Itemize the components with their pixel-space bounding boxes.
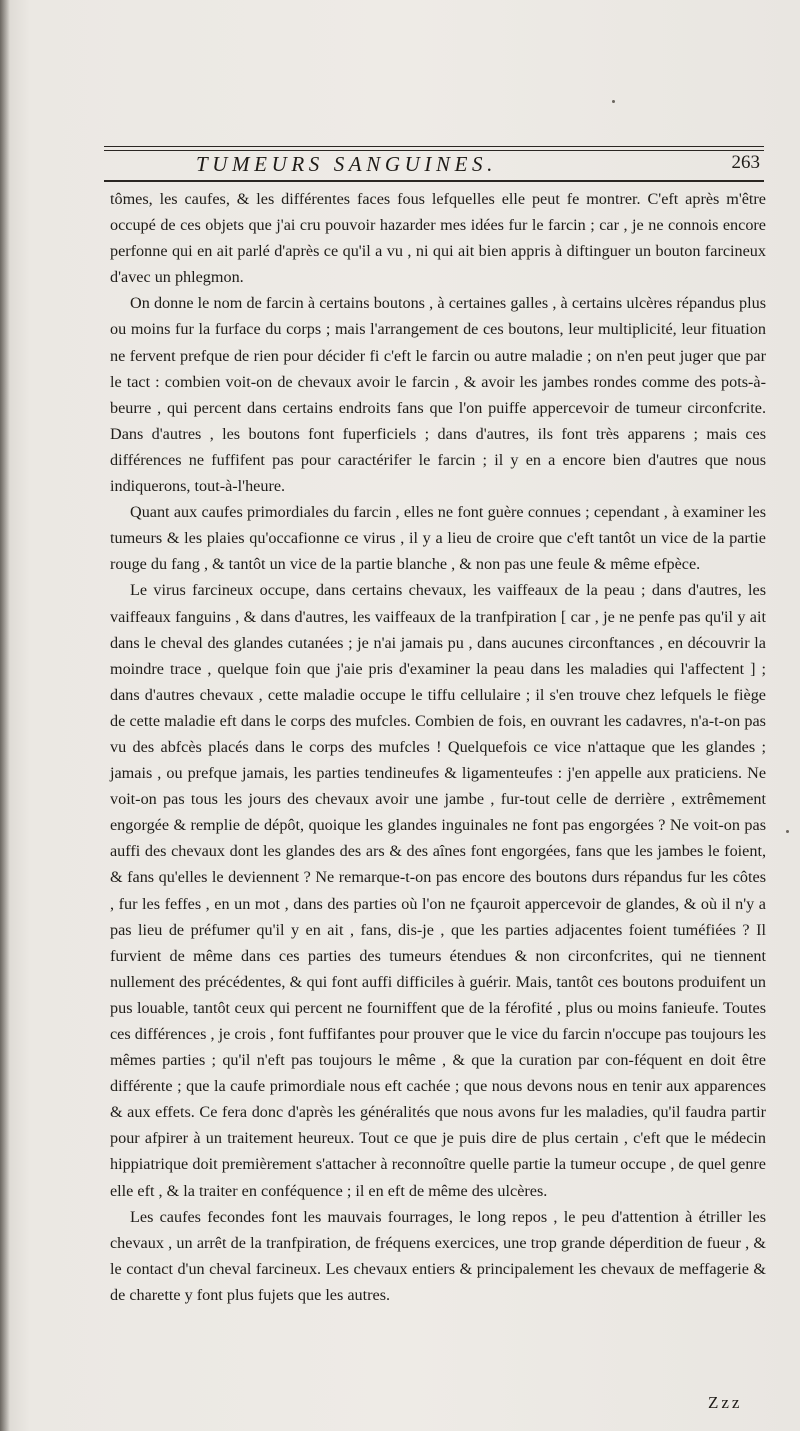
header-rule-top — [104, 146, 764, 147]
paragraph: Les caufes fecondes font les mauvais fourrages, le long repos , le peu d'attention à étriller les chevaux , un arrêt de la tranfpiration, de fréquens exercices, une trop grande déperdition de fueur , & le contact d'un cheval farcineux. Les chevaux entiers & principalement les chevaux de meffagerie & de charette y font plus fujets que les autres. — [110, 1207, 766, 1304]
running-header — [104, 138, 764, 178]
page-number: 263 — [731, 152, 760, 173]
paragraph: On donne le nom de farcin à certains boutons , à certaines galles , à certains ulcères répandus plus ou moins fur la furface du corps ; mais l'arrangement de ces boutons, leur multiplicité, leur fituation ne fervent prefque de rien pour décider fi c'eft le farcin ou autre maladie ; on n'en peut juger que par le tact : combien voit-on de chevaux avoir le farcin , & avoir les jambes rondes comme des pots-à-beurre , qui percent dans certains endroits fans que l'on puiffe appercevoir de tumeur circonfcrite. Dans d'autres , les boutons font fuperficiels ; dans d'autres, ils font très apparens ; mais ces différences ne fuffifent pas pour caractérifer le farcin ; il y en a encore bien d'autres que nous indiquerons, tout-à-l'heure. — [110, 294, 766, 496]
paragraph: tômes, les caufes, & les différentes faces fous lefquelles elle peut fe montrer. C'eft après m'être occupé de ces objets que j'ai cru pouvoir hazarder mes idées fur le farcin ; car , je ne connois encore perfonne qui en ait parlé d'après ce qu'il a vu , ni qui ait bien appris à diftinguer un bouton farcineux d'avec un phlegmon. — [110, 190, 766, 287]
header-rule-thin — [104, 150, 764, 151]
header-rule-bottom — [104, 180, 764, 182]
paper-speck — [612, 100, 615, 103]
signature-mark: Zzz — [708, 1393, 743, 1412]
paper-speck — [786, 830, 789, 833]
paragraph: Quant aux caufes primordiales du farcin , elles ne font guère connues ; cependant , à examiner les tumeurs & les plaies qu'occafionne ce virus , il y a lieu de croire que c'eft tantôt un vice de la partie rouge du fang , & tantôt un vice de la partie blanche , & non pas une feule & même efpèce. — [110, 503, 766, 574]
running-title: TUMEURS SANGUINES. — [196, 152, 497, 176]
body-text — [110, 186, 766, 1308]
binding-shadow — [0, 0, 10, 1431]
paragraph: Le virus farcineux occupe, dans certains chevaux, les vaiffeaux de la peau ; dans d'autres, les vaiffeaux fanguins , & dans d'autres, les vaiffeaux de la tranfpiration [ car , je ne penfe pas qu'il y ait dans le cheval des glandes cutanées ; je n'ai jamais pu , dans aucunes circonftances , en découvrir la moindre trace , quelque foin que j'aie pris d'examiner la peau dans les maladies qui l'affectent ] ; dans d'autres chevaux , cette maladie occupe le tiffu cellulaire ; il s'en trouve chez lefquels le fiège de cette maladie eft dans le corps des mufcles. Combien de fois, en ouvrant les cadavres, n'a-t-on pas vu des abfcès placés dans le corps des mufcles ! Quelquefois ce vice n'attaque que les glandes ; jamais , ou prefque jamais, les parties tendineufes & ligamenteufes : j'en appelle aux praticiens. Ne voit-on pas tous les jours des chevaux avoir une jambe , fur-tout celle de derrière , extrêmement engorgée & remplie de dépôt, quoique les glandes inguinales ne font pas engorgées ? Ne voit-on pas auffi des chevaux dont les glandes des ars & des aînes font engorgées, fans que les jambes le foient, & fans qu'elles le deviennent ? Ne remarque-t-on pas encore des boutons durs répandus fur les côtes , fur les feffes , en un mot , dans des parties où l'on ne fçauroit appercevoir de glandes, & où il n'y a pas lieu de préfumer qu'il y en ait , fans, dis-je , que les parties adjacentes foient tuméfiées ? Il furvient de même dans ces parties des tumeurs étendues & non circonfcrites, qui ne tiennent nullement des précédentes, & qui font auffi difficiles à guérir. Mais, tantôt ces boutons produifent un pus louable, tantôt ceux qui percent ne fourniffent que de la férofité , plus ou moins fanieufe. Toutes ces différences , je crois , font fuffifantes pour prouver que le vice du farcin n'occupe pas toujours les mêmes parties ; qu'il n'eft pas toujours le même , & que la curation par con-féquent en doit être différente ; que la caufe primordiale nous eft cachée ; que nous devons nous en tenir aux apparences & aux effets. Ce fera donc d'après les généralités que nous avons fur les maladies, qu'il faudra partir pour afpirer à un traitement heureux. Tout ce que je puis dire de plus certain , c'eft que le médecin hippiatrique doit premièrement s'attacher à reconnoître quelle partie la tumeur occupe , de quel genre elle eft , & la traiter en conféquence ; il en eft de même des ulcères. — [110, 581, 766, 1200]
